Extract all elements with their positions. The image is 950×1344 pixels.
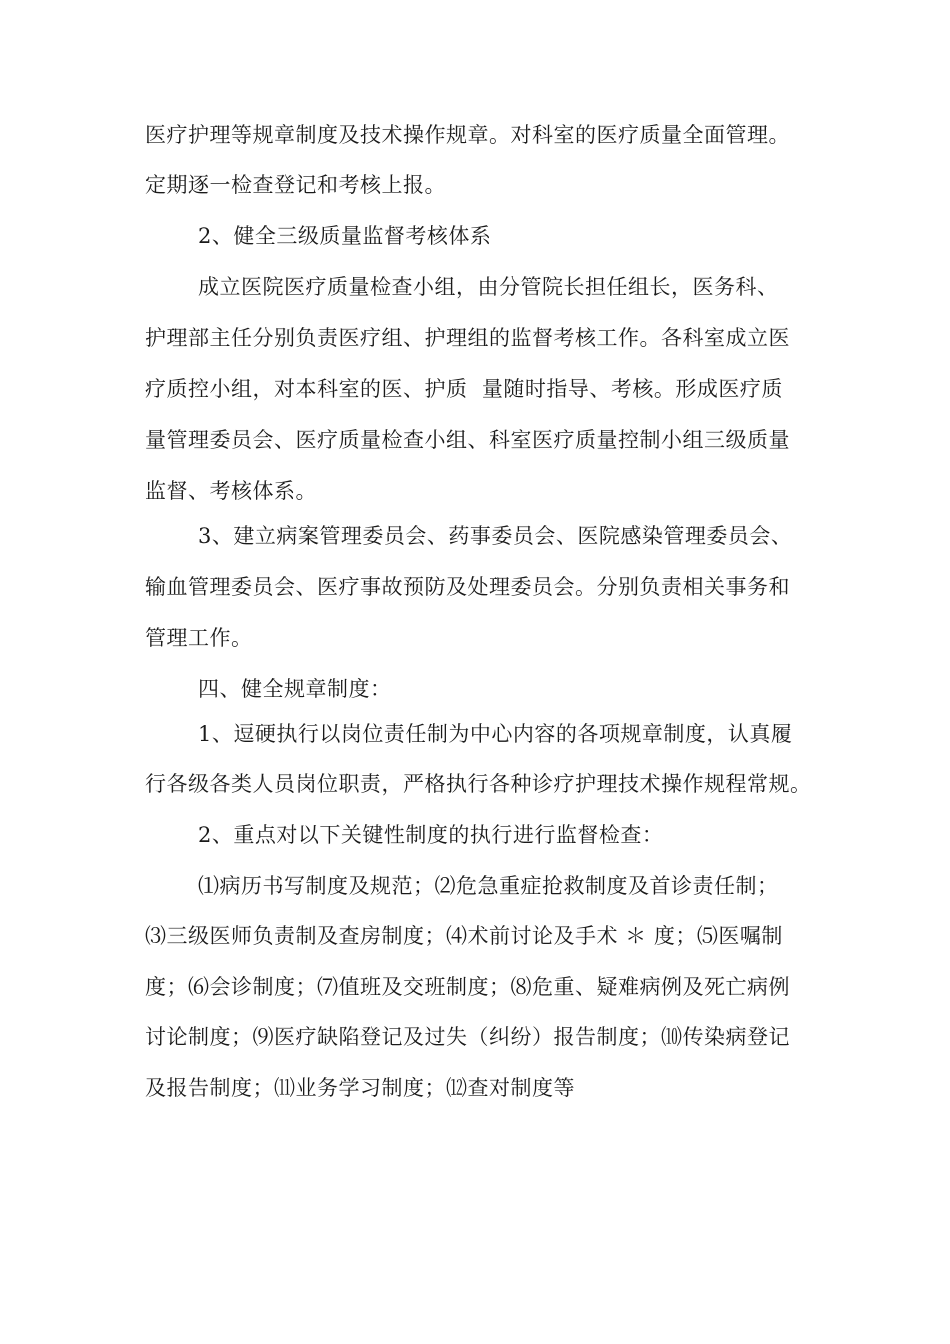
- text-line: 护理部主任分别负责医疗组、护理组的监督考核工作。各科室成立医: [145, 326, 790, 350]
- text-line: 3、建立病案管理委员会、药事委员会、医院感染管理委员会、: [198, 524, 793, 548]
- text-line: ⑴病历书写制度及规范；⑵危急重症抢救制度及首诊责任制；: [198, 874, 779, 898]
- text-line: 讨论制度；⑼医疗缺陷登记及过失（纠纷）报告制度；⑽传染病登记: [145, 1025, 790, 1049]
- text-line: 及报告制度；⑾业务学习制度；⑿查对制度等: [145, 1076, 575, 1100]
- text-line: 成立医院医疗质量检查小组，由分管院长担任组长，医务科、: [198, 275, 779, 299]
- section-heading: 2、健全三级质量监督考核体系: [198, 224, 492, 248]
- section-heading: 四、健全规章制度：: [198, 677, 392, 701]
- text-line: 医疗护理等规章制度及技术操作规章。对科室的医疗质量全面管理。: [145, 123, 790, 147]
- text-line: ⑶三级医师负责制及查房制度；⑷术前讨论及手术 ＊ 度；⑸医嘱制: [145, 924, 783, 948]
- text-line: 输血管理委员会、医疗事故预防及处理委员会。分别负责相关事务和: [145, 575, 790, 599]
- text-line: 量管理委员会、医疗质量检查小组、科室医疗质量控制小组三级质量: [145, 428, 790, 452]
- text-line: 度；⑹会诊制度；⑺值班及交班制度；⑻危重、疑难病例及死亡病例: [145, 975, 790, 999]
- text-line: 行各级各类人员岗位职责，严格执行各种诊疗护理技术操作规程常规。: [145, 772, 812, 796]
- text-line: 定期逐一检查登记和考核上报。: [145, 173, 446, 197]
- text-line: 1、逗硬执行以岗位责任制为中心内容的各项规章制度，认真履: [198, 722, 793, 746]
- text-line: 2、重点对以下关键性制度的执行进行监督检查：: [198, 823, 664, 847]
- text-line: 监督、考核体系。: [145, 479, 317, 503]
- text-line: 管理工作。: [145, 626, 253, 650]
- text-line: 疗质控小组，对本科室的医、护质 量随时指导、考核。形成医疗质: [145, 377, 783, 401]
